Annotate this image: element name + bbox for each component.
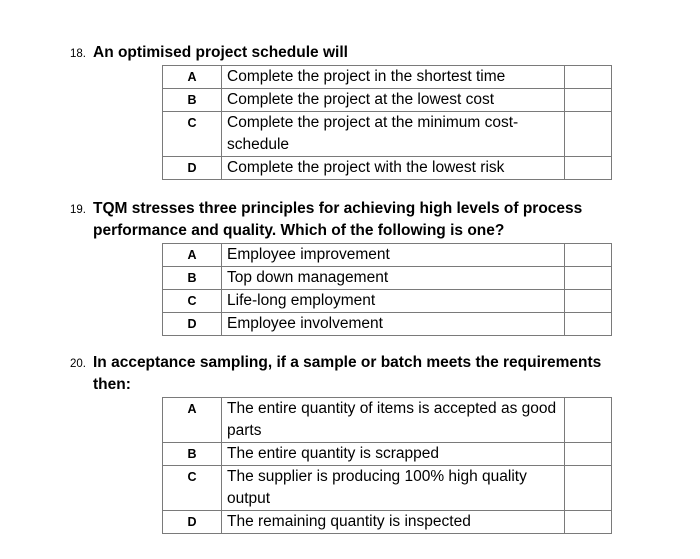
option-row-a[interactable] bbox=[163, 398, 612, 443]
option-row-d[interactable] bbox=[163, 157, 612, 180]
question-number: 18. bbox=[70, 48, 86, 60]
answer-cell[interactable] bbox=[565, 157, 612, 180]
question-number: 20. bbox=[70, 358, 86, 370]
option-text: The supplier is producing 100% high quality output bbox=[222, 466, 565, 511]
answer-cell[interactable] bbox=[565, 112, 612, 157]
answer-cell[interactable] bbox=[565, 267, 612, 290]
option-text: The entire quantity is scrapped bbox=[222, 443, 565, 466]
option-letter: D bbox=[163, 511, 222, 534]
option-text: Life-long employment bbox=[222, 290, 565, 313]
option-text: Complete the project with the lowest risk bbox=[222, 157, 565, 180]
option-text: Top down management bbox=[222, 267, 565, 290]
option-letter: D bbox=[163, 313, 222, 336]
option-row-d[interactable] bbox=[163, 313, 612, 336]
option-row-a[interactable] bbox=[163, 244, 612, 267]
options-table bbox=[162, 65, 612, 180]
answer-cell[interactable] bbox=[565, 511, 612, 534]
option-row-b[interactable] bbox=[163, 89, 612, 112]
answer-cell[interactable] bbox=[565, 89, 612, 112]
option-text: Complete the project at the minimum cost-schedule bbox=[222, 112, 565, 157]
option-letter: D bbox=[163, 157, 222, 180]
option-letter: C bbox=[163, 466, 222, 511]
question-title: An optimised project schedule will bbox=[93, 44, 348, 61]
answer-cell[interactable] bbox=[565, 66, 612, 89]
option-letter: A bbox=[163, 244, 222, 267]
option-row-c[interactable] bbox=[163, 290, 612, 313]
answer-cell[interactable] bbox=[565, 466, 612, 511]
option-row-c[interactable] bbox=[163, 466, 612, 511]
answer-cell[interactable] bbox=[565, 398, 612, 443]
option-letter: C bbox=[163, 290, 222, 313]
question-number: 19. bbox=[70, 204, 86, 216]
option-letter: B bbox=[163, 89, 222, 112]
answer-cell[interactable] bbox=[565, 313, 612, 336]
option-row-d[interactable] bbox=[163, 511, 612, 534]
option-letter: C bbox=[163, 112, 222, 157]
option-letter: A bbox=[163, 398, 222, 443]
option-letter: A bbox=[163, 66, 222, 89]
answer-cell[interactable] bbox=[565, 290, 612, 313]
option-text: Complete the project in the shortest time bbox=[222, 66, 565, 89]
option-letter: B bbox=[163, 267, 222, 290]
option-text: Employee involvement bbox=[222, 313, 565, 336]
option-text: Complete the project at the lowest cost bbox=[222, 89, 565, 112]
option-text: The remaining quantity is inspected bbox=[222, 511, 565, 534]
option-text: Employee improvement bbox=[222, 244, 565, 267]
answer-cell[interactable] bbox=[565, 244, 612, 267]
option-row-c[interactable] bbox=[163, 112, 612, 157]
options-table bbox=[162, 397, 612, 534]
answer-cell[interactable] bbox=[565, 443, 612, 466]
option-text: The entire quantity of items is accepted as good parts bbox=[222, 398, 565, 443]
options-table bbox=[162, 243, 612, 336]
option-row-b[interactable] bbox=[163, 267, 612, 290]
question-title: TQM stresses three principles for achieving high levels of process performance and quality. Which of the following is one? bbox=[93, 200, 583, 239]
option-row-a[interactable] bbox=[163, 66, 612, 89]
question-title: In acceptance sampling, if a sample or batch meets the requirements then: bbox=[93, 354, 602, 393]
option-row-b[interactable] bbox=[163, 443, 612, 466]
option-letter: B bbox=[163, 443, 222, 466]
